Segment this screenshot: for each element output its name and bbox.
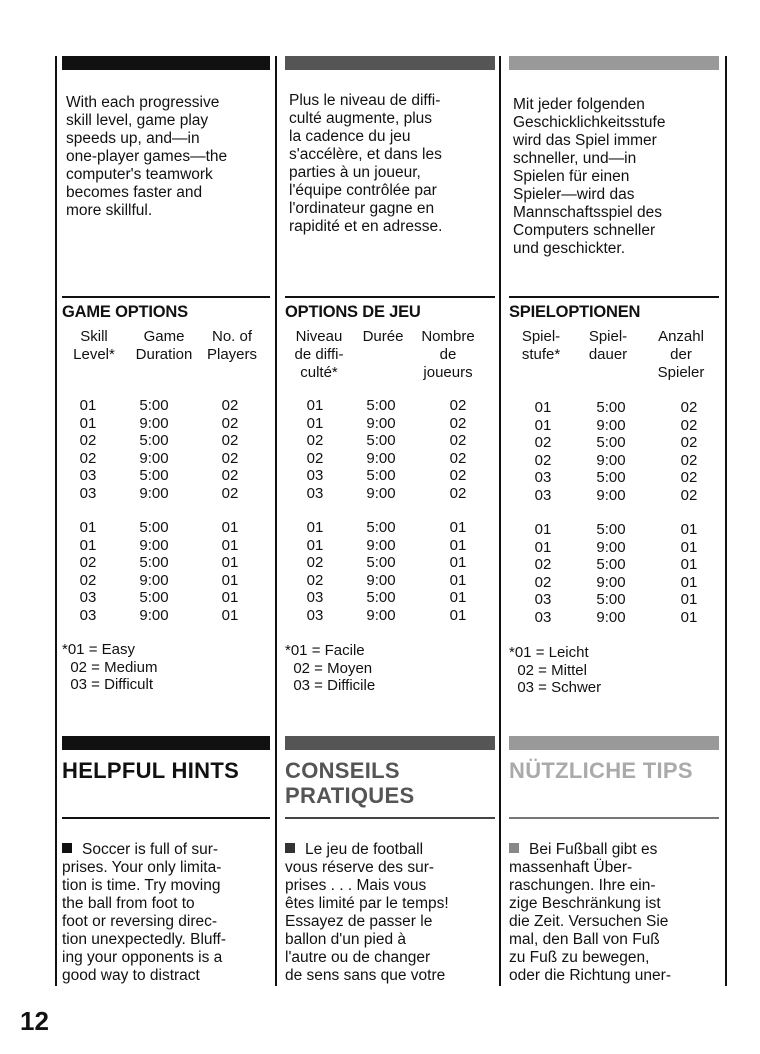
duration-cell: 5:00 xyxy=(596,434,626,451)
option-row xyxy=(62,519,270,537)
skill-level-cell: 03 xyxy=(306,484,324,502)
players-cell: 02 xyxy=(221,432,239,449)
option-row xyxy=(62,572,270,590)
skill-level-cell: 02 xyxy=(306,432,324,449)
players-cell: 02 xyxy=(221,484,239,502)
players-cell: 02 xyxy=(680,469,698,486)
skill-level-cell: 01 xyxy=(306,397,324,414)
duration-cell: 9:00 xyxy=(596,416,626,434)
duration-cell: 5:00 xyxy=(139,589,169,606)
duration-cell: 9:00 xyxy=(139,606,169,624)
duration-cell: 9:00 xyxy=(139,449,169,467)
hints-paragraph: Soccer is full of sur- prises. Your only limita- tion is time. Try moving the ball from foot to foot or reversing direc- tion unexpectedly. Bluff- ing your opponents is a good way to distract xyxy=(62,841,226,984)
header-skill-level: Spiel- stufe* xyxy=(521,328,561,363)
section-bar xyxy=(509,736,719,750)
option-row xyxy=(62,554,270,572)
header-skill-level: Skill Level* xyxy=(73,328,115,363)
options-heading: SPIELOPTIONEN xyxy=(509,296,719,322)
options-table xyxy=(285,397,495,624)
skill-level-cell: 01 xyxy=(534,399,552,416)
duration-cell: 9:00 xyxy=(596,451,626,469)
header-game-duration: Spiel- dauer xyxy=(588,328,628,363)
english-column xyxy=(62,56,270,984)
difficulty-legend xyxy=(285,642,375,695)
column-rule xyxy=(275,56,277,986)
option-row xyxy=(285,485,495,503)
skill-level-cell: 02 xyxy=(534,573,552,591)
players-cell: 01 xyxy=(680,591,698,608)
legend-item: 03 = Difficult xyxy=(62,676,154,693)
players-cell: 01 xyxy=(449,571,467,589)
skill-level-cell: 03 xyxy=(306,606,324,624)
skill-level-cell: 01 xyxy=(534,521,552,538)
skill-level-cell: 03 xyxy=(306,589,324,606)
option-row xyxy=(62,397,270,415)
players-cell: 01 xyxy=(680,573,698,591)
players-cell: 01 xyxy=(680,608,698,626)
page-number: 12 xyxy=(20,1006,49,1036)
duration-cell: 5:00 xyxy=(596,399,626,416)
skill-level-cell: 02 xyxy=(79,449,97,467)
duration-cell: 5:00 xyxy=(139,554,169,571)
duration-cell: 5:00 xyxy=(139,432,169,449)
option-row xyxy=(285,554,495,572)
hints-paragraph: Le jeu de football vous réserve des sur- prises . . . Mais vous êtes limité par le temps! Essayez de passer le ballon d'un pied à l'autre ou de changer de sens sans que votre xyxy=(285,841,449,984)
options-table xyxy=(62,397,270,624)
option-row xyxy=(62,450,270,468)
players-cell: 02 xyxy=(449,484,467,502)
players-cell: 02 xyxy=(680,451,698,469)
skill-level-cell: 01 xyxy=(306,536,324,554)
players-cell: 01 xyxy=(449,589,467,606)
duration-cell: 5:00 xyxy=(139,397,169,414)
difficulty-legend xyxy=(509,644,601,697)
skill-level-cell: 02 xyxy=(79,571,97,589)
skill-level-cell: 02 xyxy=(306,554,324,571)
option-row xyxy=(509,591,719,609)
duration-cell: 5:00 xyxy=(366,432,396,449)
players-cell: 01 xyxy=(221,554,239,571)
option-row xyxy=(285,415,495,433)
duration-cell: 5:00 xyxy=(366,519,396,536)
duration-cell: 5:00 xyxy=(366,397,396,414)
options-column-headers xyxy=(509,328,719,382)
skill-level-cell: 03 xyxy=(534,608,552,626)
hints-heading: HELPFUL HINTS xyxy=(62,758,240,783)
players-cell: 01 xyxy=(449,554,467,571)
skill-level-cell: 01 xyxy=(306,519,324,536)
options-column-headers xyxy=(62,328,270,364)
legend-item: *01 = Easy xyxy=(62,641,135,658)
skill-level-cell: 02 xyxy=(534,451,552,469)
hints-text xyxy=(509,841,719,985)
duration-cell: 5:00 xyxy=(596,556,626,573)
options-heading: OPTIONS DE JEU xyxy=(285,296,495,322)
legend-item: *01 = Leicht xyxy=(509,644,589,661)
option-row xyxy=(509,556,719,574)
duration-cell: 9:00 xyxy=(139,571,169,589)
legend-item: 03 = Difficile xyxy=(285,677,376,694)
bullet-square-icon xyxy=(285,843,295,853)
section-bar xyxy=(285,56,495,70)
skill-level-cell: 02 xyxy=(534,434,552,451)
skill-level-cell: 03 xyxy=(79,606,97,624)
hints-paragraph: Bei Fußball gibt es massenhaft Über- raschungen. Ihre ein- zige Beschränkung ist die Zeit. Versuchen Sie mal, den Ball von Fuß zu Fuß zu bewegen, oder die Richtung uner- xyxy=(509,841,671,984)
duration-cell: 9:00 xyxy=(139,484,169,502)
duration-cell: 9:00 xyxy=(596,573,626,591)
option-row xyxy=(509,469,719,487)
section-bar xyxy=(62,736,270,750)
duration-cell: 5:00 xyxy=(366,589,396,606)
legend-item: 02 = Mittel xyxy=(509,661,587,679)
skill-level-cell: 03 xyxy=(306,467,324,484)
section-bar xyxy=(62,56,270,70)
heading-rule xyxy=(62,817,270,819)
duration-cell: 9:00 xyxy=(596,486,626,504)
french-column xyxy=(285,56,495,984)
players-cell: 02 xyxy=(680,434,698,451)
options-heading: GAME OPTIONS xyxy=(62,296,270,322)
option-row xyxy=(509,487,719,505)
option-row xyxy=(509,521,719,539)
option-row xyxy=(62,415,270,433)
players-cell: 01 xyxy=(449,536,467,554)
skill-level-cell: 03 xyxy=(79,484,97,502)
duration-cell: 9:00 xyxy=(366,449,396,467)
header-game-duration: Durée xyxy=(362,328,404,345)
skill-level-cell: 03 xyxy=(534,486,552,504)
option-row xyxy=(62,432,270,450)
duration-cell: 5:00 xyxy=(596,521,626,538)
players-cell: 01 xyxy=(680,538,698,556)
option-row xyxy=(62,589,270,607)
duration-cell: 5:00 xyxy=(366,554,396,571)
duration-cell: 9:00 xyxy=(139,536,169,554)
section-bar xyxy=(509,56,719,70)
option-row xyxy=(509,609,719,627)
duration-cell: 9:00 xyxy=(366,606,396,624)
option-row xyxy=(285,397,495,415)
players-cell: 02 xyxy=(449,397,467,414)
option-row xyxy=(285,450,495,468)
skill-level-cell: 03 xyxy=(534,469,552,486)
heading-rule xyxy=(509,817,719,819)
option-row xyxy=(509,574,719,592)
option-row xyxy=(62,467,270,485)
skill-level-cell: 01 xyxy=(79,397,97,414)
option-row xyxy=(285,607,495,625)
option-row xyxy=(62,485,270,503)
duration-cell: 5:00 xyxy=(366,467,396,484)
difficulty-legend xyxy=(62,641,157,694)
players-cell: 01 xyxy=(221,606,239,624)
players-cell: 01 xyxy=(449,519,467,536)
duration-cell: 5:00 xyxy=(596,591,626,608)
hints-text xyxy=(62,841,270,985)
duration-cell: 9:00 xyxy=(366,571,396,589)
duration-cell: 9:00 xyxy=(366,484,396,502)
intro-text: Mit jeder folgenden Geschicklichkeitsstufe wird das Spiel immer schneller, und—in Spielen für einen Spieler—wird das Mannschaftsspiel des Computers schneller und geschickter. xyxy=(513,96,666,257)
option-row xyxy=(509,417,719,435)
duration-cell: 5:00 xyxy=(139,467,169,484)
option-row xyxy=(285,589,495,607)
players-cell: 02 xyxy=(680,416,698,434)
skill-level-cell: 02 xyxy=(79,554,97,571)
column-rule xyxy=(55,56,57,986)
header-players: Anzahl der Spieler xyxy=(657,328,705,381)
players-cell: 01 xyxy=(221,536,239,554)
option-row xyxy=(509,434,719,452)
players-cell: 02 xyxy=(680,399,698,416)
bullet-square-icon xyxy=(509,843,519,853)
option-row xyxy=(285,537,495,555)
option-row xyxy=(509,399,719,417)
duration-cell: 9:00 xyxy=(366,536,396,554)
options-column-headers xyxy=(285,328,495,382)
players-cell: 01 xyxy=(449,606,467,624)
skill-level-cell: 01 xyxy=(79,536,97,554)
players-cell: 02 xyxy=(449,432,467,449)
option-row xyxy=(62,607,270,625)
skill-level-cell: 02 xyxy=(306,449,324,467)
duration-cell: 9:00 xyxy=(596,608,626,626)
header-game-duration: Game Duration xyxy=(135,328,193,363)
option-row xyxy=(62,537,270,555)
intro-text: Plus le niveau de diffi- culté augmente, plus la cadence du jeu s'accélère, et dans les parties à un joueur, l'équipe contrôlée par l'ordinateur gagne en rapidité et en adresse. xyxy=(289,92,443,235)
column-rule xyxy=(499,56,501,986)
heading-rule xyxy=(285,817,495,819)
header-players: No. of Players xyxy=(206,328,258,363)
players-cell: 02 xyxy=(221,397,239,414)
duration-cell: 5:00 xyxy=(139,519,169,536)
section-bar xyxy=(285,736,495,750)
legend-item: 03 = Schwer xyxy=(509,679,602,696)
german-column xyxy=(509,56,719,984)
players-cell: 01 xyxy=(221,589,239,606)
legend-item: *01 = Facile xyxy=(285,642,365,659)
players-cell: 02 xyxy=(449,449,467,467)
legend-item: 02 = Moyen xyxy=(285,659,373,677)
skill-level-cell: 02 xyxy=(534,556,552,573)
option-row xyxy=(285,519,495,537)
bullet-square-icon xyxy=(62,843,72,853)
hints-text xyxy=(285,841,495,985)
players-cell: 01 xyxy=(221,519,239,536)
skill-level-cell: 01 xyxy=(534,416,552,434)
hints-heading: NÜTZLICHE TIPS xyxy=(509,758,693,783)
hints-heading: CONSEILS PRATIQUES xyxy=(285,758,415,808)
players-cell: 01 xyxy=(680,521,698,538)
players-cell: 02 xyxy=(221,414,239,432)
skill-level-cell: 03 xyxy=(79,589,97,606)
skill-level-cell: 01 xyxy=(534,538,552,556)
column-rule xyxy=(725,56,727,986)
intro-text: With each progressive skill level, game play speeds up, and—in one-player games—the computer's teamwork becomes faster and more skillful. xyxy=(66,94,228,219)
skill-level-cell: 03 xyxy=(534,591,552,608)
players-cell: 02 xyxy=(449,467,467,484)
players-cell: 01 xyxy=(680,556,698,573)
legend-item: 02 = Medium xyxy=(62,658,158,676)
players-cell: 02 xyxy=(221,467,239,484)
players-cell: 02 xyxy=(449,414,467,432)
duration-cell: 9:00 xyxy=(139,414,169,432)
skill-level-cell: 01 xyxy=(79,519,97,536)
header-players: Nombre de joueurs xyxy=(421,328,475,381)
skill-level-cell: 01 xyxy=(306,414,324,432)
skill-level-cell: 01 xyxy=(79,414,97,432)
duration-cell: 5:00 xyxy=(596,469,626,486)
duration-cell: 9:00 xyxy=(366,414,396,432)
option-row xyxy=(285,572,495,590)
option-row xyxy=(285,432,495,450)
option-row xyxy=(509,452,719,470)
options-table xyxy=(509,399,719,626)
duration-cell: 9:00 xyxy=(596,538,626,556)
skill-level-cell: 02 xyxy=(79,432,97,449)
option-row xyxy=(509,539,719,557)
option-row xyxy=(285,467,495,485)
players-cell: 02 xyxy=(680,486,698,504)
players-cell: 01 xyxy=(221,571,239,589)
skill-level-cell: 03 xyxy=(79,467,97,484)
header-skill-level: Niveau de diffi- culté* xyxy=(294,328,344,381)
skill-level-cell: 02 xyxy=(306,571,324,589)
players-cell: 02 xyxy=(221,449,239,467)
